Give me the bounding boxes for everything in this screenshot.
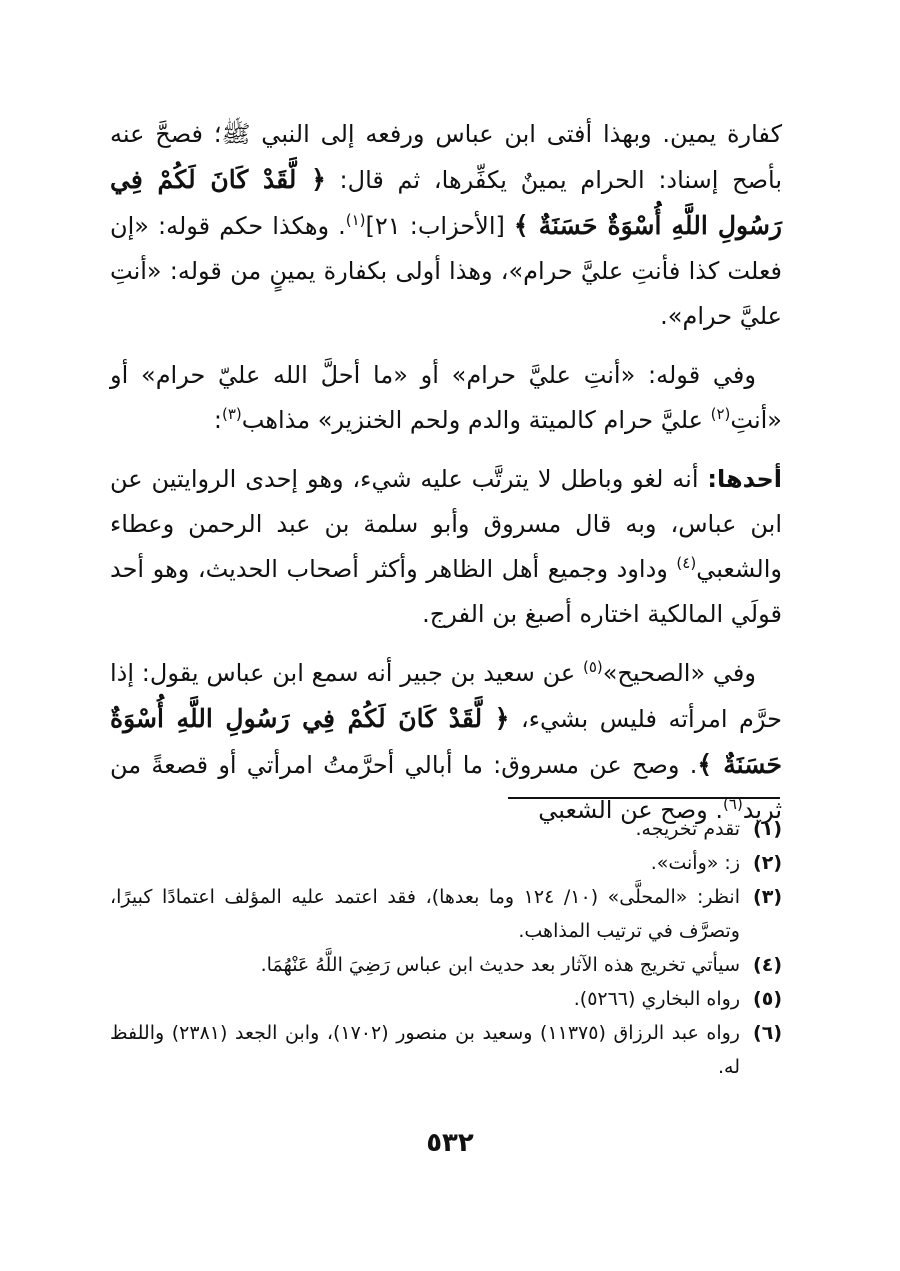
text-span: أنه لغو وباطل لا يترتَّب عليه شيء، وهو إحدى الروايتين عن ابن عباس، وبه قال مسروق وأبو سلمة بن عبد الرحمن وعطاء والشعبي — [110, 465, 782, 583]
footnote-4 — [110, 948, 782, 982]
footnote-number: (٥) — [753, 988, 782, 1010]
footnote-divider — [508, 797, 780, 799]
text-span: : — [213, 406, 222, 434]
text-span: كفارة يمين. وبهذا أفتى ابن عباس ورفعه إلى النبي ﷺ؛ فصحَّ عنه بأصح إسناد: الحرام يمينٌ يكفِّرها، ثم قال: — [110, 120, 783, 194]
footnote-ref[interactable]: (٦) — [723, 795, 743, 813]
page-number: ٥٣٢ — [426, 1128, 474, 1158]
footnote-text: سيأتي تخريج هذه الآثار بعد حديث ابن عباس رَضِيَ اللَّهُ عَنْهُمَا. — [260, 954, 740, 976]
footnote-ref[interactable]: (١) — [345, 211, 366, 229]
footnote-text: رواه عبد الرزاق (١١٣٧٥) وسعيد بن منصور (١٧٠٢)، وابن الجعد (٢٣٨١) واللفظ له. — [110, 1022, 740, 1078]
paragraph-1 — [110, 112, 782, 339]
verse-citation: [الأحزاب: ٢١] — [365, 212, 514, 240]
footnote-number: (٢) — [753, 852, 782, 874]
footnote-ref[interactable]: (٣) — [221, 405, 242, 423]
footnote-text: تقدم تخريجه. — [635, 818, 740, 840]
footnote-number: (١) — [753, 818, 782, 840]
footnote-ref[interactable]: (٤) — [676, 554, 697, 572]
footnote-6 — [110, 1016, 782, 1084]
text-span: عن سعيد بن جبير أنه سمع ابن عباس يقول: إذا حرَّم امرأته فليس بشيء، — [110, 659, 782, 733]
footnote-ref[interactable]: (٢) — [710, 405, 731, 423]
paragraph-4 — [110, 651, 782, 833]
text-span: عليَّ حرام كالميتة والدم ولحم الخنزير» مذاهب — [241, 406, 711, 434]
text-span: وفي «الصحيح» — [602, 659, 756, 687]
text-span: . وهكذا حكم قوله: «إن فعلت كذا فأنتِ عليَّ حرام»، وهذا أولى بكفارة يمينٍ من قوله: «أنتِ عليَّ حرام». — [110, 212, 782, 330]
footnotes — [110, 812, 782, 1084]
footnote-number: (٣) — [753, 886, 782, 908]
text-span: . وصح عن مسروق: ما أبالي أحرَّمتُ امرأتي أو قصعةً من ثريد — [110, 751, 782, 824]
footnote-3 — [110, 880, 782, 948]
text-span: وفي قوله: «أنتِ عليَّ حرام» أو «ما أحلَّ الله عليّ حرام» أو «أنتِ — [110, 361, 782, 434]
footnote-number: (٤) — [753, 954, 782, 976]
footnote-1 — [110, 812, 782, 846]
main-text — [110, 112, 782, 847]
footnote-number: (٦) — [753, 1022, 782, 1044]
quran-verse: ﴿ لَّقَدْ كَانَ لَكُمْ فِي رَسُولِ اللَّهِ أُسْوَةٌ حَسَنَةٌ ﴾ — [110, 704, 782, 779]
footnote-text: انظر: «المحلَّى» (١٠/ ١٢٤ وما بعدها)، فقد اعتمد عليه المؤلف اعتمادًا كبيرًا، وتصرَّف في ترتيب المذاهب. — [110, 886, 740, 942]
paragraph-3 — [110, 457, 782, 637]
quran-verse: ﴿ لَّقَدْ كَانَ لَكُمْ فِي رَسُولِ اللَّهِ أُسْوَةٌ حَسَنَةٌ ﴾ — [110, 165, 782, 240]
paragraph-2 — [110, 353, 782, 443]
footnote-ref[interactable]: (٥) — [582, 658, 603, 676]
footnote-5 — [110, 982, 782, 1016]
footnote-text: رواه البخاري (٥٢٦٦). — [573, 988, 740, 1010]
footnote-text: ز: «وأنت». — [650, 852, 740, 874]
paragraph-lead: أحدها: — [707, 465, 782, 493]
footnote-2 — [110, 846, 782, 880]
text-span: . وصح عن الشعبي — [538, 796, 724, 824]
text-span: وداود وجميع أهل الظاهر وأكثر أصحاب الحديث، وهو أحد قولَي المالكية اختاره أصبغ بن الفرج. — [110, 555, 782, 628]
